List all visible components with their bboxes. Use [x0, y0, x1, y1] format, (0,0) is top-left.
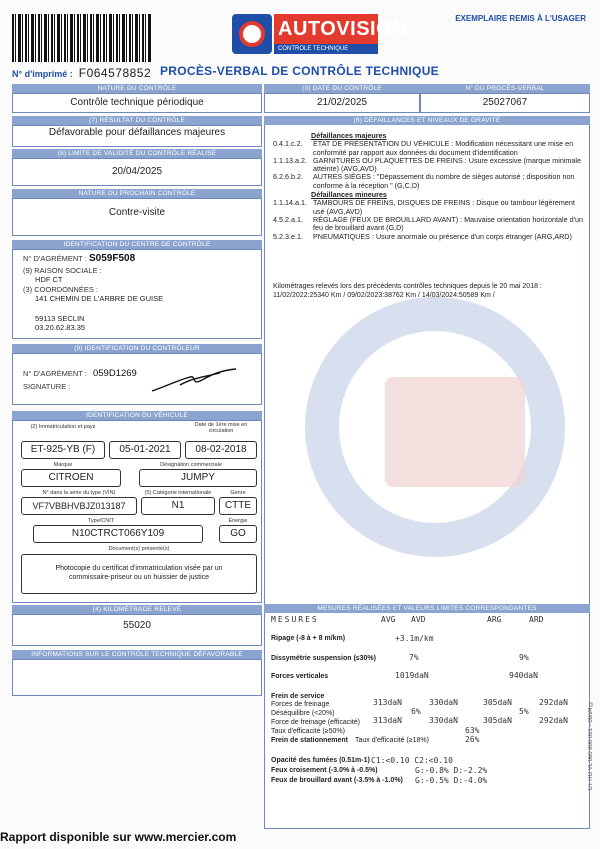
imprime-value: F064578852: [78, 66, 152, 80]
vin-value: VF7VBBHVBJZ013187: [21, 497, 137, 515]
next-header: NATURE DU PROCHAIN CONTRÔLE: [12, 189, 262, 198]
defect-code: 1.1.13.a.2.: [273, 155, 307, 165]
immat-label: (2) Immatriculation et pays: [30, 424, 96, 430]
km-header: (4) KILOMÉTRAGE RELEVÉ: [12, 605, 262, 614]
defect-code: 1.1.14.a.1.: [273, 198, 307, 208]
autovision-logo: [232, 14, 408, 62]
first-date-value: 05-01-2021: [109, 441, 181, 459]
signature-label: SIGNATURE :: [23, 382, 71, 391]
centre-agrement-label: N° D'AGRÉMENT :: [23, 254, 87, 263]
date-value: 21/02/2025: [264, 93, 420, 113]
immat-value: ET-925-YB (F): [21, 441, 105, 459]
nature-header: NATURE DU CONTRÔLE: [12, 84, 262, 93]
brouillard-label: Feux de brouillard avant (-3.5% à -1.0%): [271, 777, 403, 784]
defect-text: AUTRES SIÈGES : "Dépassement du nombre de sièges autorisé ; disposition non conforme à la réception " (G,C,D): [313, 172, 575, 190]
imprime-number: [12, 66, 151, 80]
centre-agrement: [23, 253, 135, 264]
ripage-label: Ripage (-8 à + 8 m/km): [271, 635, 346, 642]
barcode: [12, 14, 152, 62]
defect-code: 4.5.2.a.1.: [273, 214, 303, 224]
vin-label: N° dans la série du type (VIN): [42, 490, 116, 496]
categ-label: (5) Catégorie internationale: [144, 490, 212, 496]
forces-ar: 940daN: [509, 671, 538, 680]
logo-tagline: CONTROLE TECHNIQUE AUTOMOBILE: [274, 44, 378, 54]
defect-text: GARNITURES OU PLAQUETTES DE FREINS : Usure excessive (marque minimale atteinte) (AVG,AVD): [313, 155, 581, 174]
copy-note: EXEMPLAIRE REMIS À L'USAGER: [455, 14, 586, 23]
designation-label: Désignation commerciale: [160, 462, 222, 468]
pv-number-value: 25027067: [420, 93, 590, 113]
document-title: PROCÈS-VERBAL DE CONTRÔLE TECHNIQUE: [160, 64, 439, 78]
defect-text: TAMBOURS DE FREINS, DISQUES DE FREINS : Disque ou tambour légèrement usé (AVG,AVD): [313, 198, 575, 216]
imprime-label: N° d'imprimé :: [12, 69, 73, 79]
controleur-agrement: [23, 368, 137, 379]
col-arg: ARG: [487, 615, 502, 624]
freinage-label: Forces de freinage: [271, 701, 330, 708]
defect-code: 5.2.3.e.1.: [273, 231, 303, 241]
categ-value: N1: [141, 497, 215, 515]
croisement-value: G:-0.8% D:-2.2%: [415, 766, 488, 775]
measures-panel: [264, 604, 590, 829]
freinage-arg: 305daN: [483, 698, 512, 707]
fumees-value: C1:<0.10 C2:<0.10: [371, 756, 453, 765]
validity-value: 20/04/2025: [12, 158, 262, 186]
stationnement-label: Frein de stationnement: [271, 737, 349, 744]
centre-header: IDENTIFICATION DU CENTRE DE CONTRÔLE: [12, 240, 262, 249]
centre-raison-label: (9) RAISON SOCIALE :: [23, 266, 102, 275]
centre-box: [12, 249, 262, 339]
centre-address2: 59113 SECLIN: [35, 314, 85, 323]
date-header: (3) DATE DU CONTRÔLE: [264, 84, 420, 93]
fumees-label: Opacité des fumées (0.51m-1): [271, 757, 370, 764]
defects-panel: [264, 116, 590, 606]
measures-header: MESURES RÉALISÉES ET VALEURS LIMITES CORRESPONDANTES: [264, 604, 590, 613]
logo-mark-icon: [232, 14, 272, 54]
freinage-eff-avd: 330daN: [429, 716, 458, 725]
watermark-car-icon: [385, 377, 525, 487]
centre-raison-value: HDF CT: [35, 275, 63, 284]
frein-title: Frein de service: [271, 693, 325, 700]
minor-title: Défaillances mineures: [311, 190, 387, 200]
centre-agrement-value: S059F508: [88, 253, 136, 264]
marque-value: CITROEN: [21, 469, 121, 487]
genre-value: CTTE: [219, 497, 257, 515]
freinage-ard: 292daN: [539, 698, 568, 707]
freinage-avg: 313daN: [373, 698, 402, 707]
controleur-header: (9) IDENTIFICATION DU CONTRÔLEUR: [12, 344, 262, 353]
info-box: [12, 659, 262, 696]
controleur-agrement-label: N° D'AGRÉMENT :: [23, 369, 87, 378]
col-ard: ARD: [529, 615, 544, 624]
logo-brand: AUTOVISION: [274, 14, 378, 44]
freinage-eff-label: Force de freinage (efficacité): [271, 719, 360, 726]
centre-phone: 03.20.62.83.35: [35, 323, 86, 332]
vehicle-header: IDENTIFICATION DU VÉHICULE: [12, 411, 262, 420]
dissym-av: 7%: [409, 653, 419, 662]
result-header: (7) RÉSULTAT DU CONTRÔLE: [12, 116, 262, 125]
signature-image: [150, 365, 240, 395]
croisement-label: Feux croisement (-3.0% à -0.5%): [271, 767, 378, 774]
vehicle-box: [12, 420, 262, 603]
circ-date-value: 08-02-2018: [185, 441, 257, 459]
nature-value: Contrôle technique périodique: [12, 93, 262, 113]
centre-address1: 141 CHEMIN DE L'ARBRE DE GUISE: [35, 294, 164, 303]
freinage-eff-avg: 313daN: [373, 716, 402, 725]
stationnement-taux: Taux d'efficacité (≥18%): [355, 737, 429, 744]
energie-label: Énergie: [228, 518, 248, 524]
designation-value: JUMPY: [139, 469, 257, 487]
taux-label: Taux d'efficacité (≥50%): [271, 728, 345, 735]
stationnement-value: 26%: [465, 735, 480, 744]
freinage-eff-arg: 305daN: [483, 716, 512, 725]
forces-label: Forces verticales: [271, 673, 329, 680]
freinage-eff-ard: 292daN: [539, 716, 568, 725]
dissym-label: Dissymétrie suspension (≤30%): [271, 655, 376, 662]
defects-header: (6) DÉFAILLANCES ET NIVEAUX DE GRAVITÉ: [264, 116, 590, 125]
circ-label: Date de 1ère mise en circulation: [194, 422, 248, 434]
desequ-label: Déséquilibre (<20%): [271, 710, 335, 717]
km-history: Kilométrages relevés lors des précédents contrôles techniques depuis le 20 mai 2018 : 11/02/2022:25340 Km / 09/02/2023:38762 Km / 14/03/2024:50589 Km /: [273, 283, 542, 299]
energie-value: GO: [219, 525, 257, 543]
ripage-value: +3.1m/km: [395, 634, 434, 643]
col-avg: AVG: [381, 615, 396, 624]
measures-head: MESURES: [271, 615, 319, 624]
defect-row: [273, 233, 585, 241]
col-avd: AVD: [411, 615, 426, 624]
defects-list: [273, 131, 585, 241]
type-value: N10CTRCT066Y109: [33, 525, 203, 543]
defect-row: [273, 140, 585, 157]
defect-text: PNEUMATIQUES : Usure anormale ou présence d'un corps étranger (ARG,ARD): [313, 231, 572, 241]
desequ-av: 6%: [411, 707, 421, 716]
km-value: 55020: [12, 614, 262, 646]
forces-av: 1019daN: [395, 671, 429, 680]
docs-value: Photocopie du certificat d'immatriculation visée par un commissaire-priseur ou un huissier de justice: [21, 554, 257, 594]
defect-text: ÉTAT DE PRÉSENTATION DU VÉHICULE : Modification nécessitant une mise en conformité par rapport aux données du document d'identification: [313, 139, 574, 157]
defect-row: [273, 216, 585, 233]
desequ-ar: 5%: [519, 707, 529, 716]
defect-row: [273, 157, 585, 174]
pv-number-header: N° DU PROCÈS-VERBAL: [420, 84, 590, 93]
taux-value: 63%: [465, 726, 480, 735]
defect-code: 0.4.1.c.2.: [273, 139, 303, 149]
genre-label: Genre: [230, 490, 246, 496]
freinage-avd: 330daN: [429, 698, 458, 707]
validity-header: (8) LIMITE DE VALIDITÉ DU CONTRÔLE RÉALISÉ: [12, 149, 262, 158]
defect-row: [273, 199, 585, 216]
next-value: Contre-visite: [12, 198, 262, 236]
defect-text: RÉGLAGE (FEUX DE BROUILLARD AVANT) : Mauvaise orientation horizontale d'un feu de brouillard avant (G,D): [313, 214, 583, 233]
footer-report-link[interactable]: Rapport disponible sur www.mercier.com: [0, 830, 237, 844]
defect-code: 6.2.6.b.2.: [273, 172, 303, 182]
defect-row: [273, 173, 585, 190]
major-title: Défaillances majeures: [311, 131, 387, 140]
docs-label: Document(s) présenté(s): [108, 546, 170, 552]
marque-label: Marque: [53, 462, 73, 468]
dissym-ar: 9%: [519, 653, 529, 662]
controleur-agrement-value: 059D1269: [92, 368, 137, 379]
type-label: Type/CNIT: [87, 518, 115, 524]
centre-coord-label: (3) COORDONNÉES :: [23, 285, 99, 294]
form-code: CT RG VL 060 800 001 - 09/24 ©: [588, 700, 594, 791]
info-header: INFORMATIONS SUR LE CONTRÔLE TECHNIQUE DÉFAVORABLE: [12, 650, 262, 659]
brouillard-value: G:-0.5% D:-4.0%: [415, 776, 488, 785]
result-value: Défavorable pour défaillances majeures: [12, 125, 262, 147]
